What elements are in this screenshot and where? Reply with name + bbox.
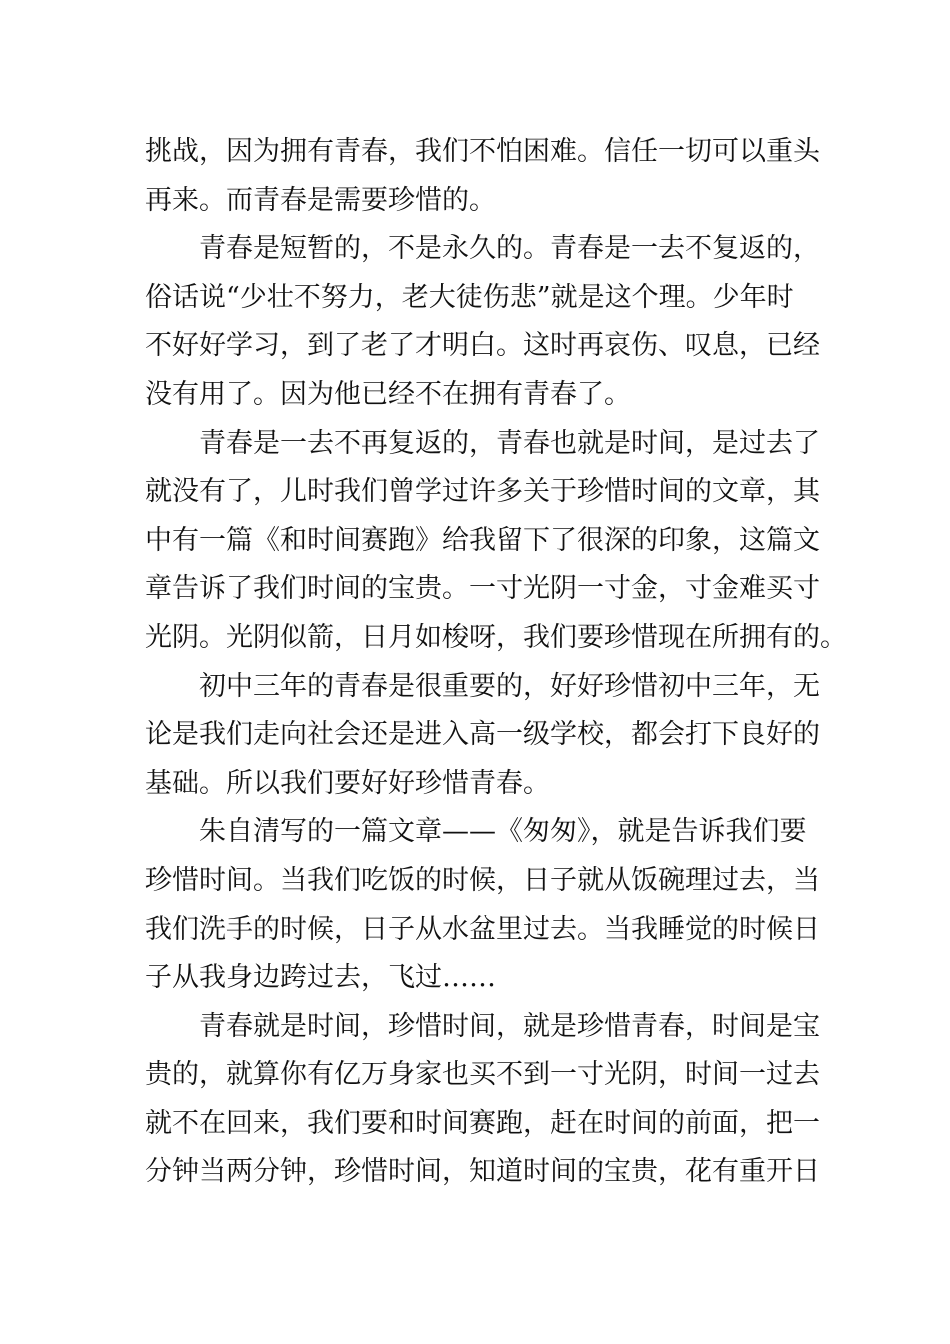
text-line: 贵的，就算你有亿万身家也买不到一寸光阴，时间一过去 [145, 1059, 820, 1091]
text-line: 基础。所以我们要好好珍惜青春。 [145, 767, 550, 799]
paragraph-first-line: 朱自清写的一篇文章——《匆匆》，就是告诉我们要 [199, 816, 807, 848]
paragraph-first-line: 青春就是时间，珍惜时间，就是珍惜青春，时间是宝 [199, 1010, 820, 1042]
text-line: 挑战，因为拥有青春，我们不怕困难。信任一切可以重头 [145, 136, 820, 167]
paragraph-first-line: 青春是一去不再复返的，青春也就是时间，是过去了 [199, 427, 820, 459]
text-line: 就没有了，儿时我们曾学过许多关于珍惜时间的文章，其 [145, 476, 820, 508]
text-line: 章告诉了我们时间的宝贵。一寸光阴一寸金，寸金难买寸 [145, 573, 820, 605]
text-line: 中有一篇《和时间赛跑》给我留下了很深的印象，这篇文 [145, 524, 820, 556]
text-line: 论是我们走向社会还是进入高一级学校，都会打下良好的 [145, 719, 820, 751]
text-line: 光阴。光阴似箭，日月如梭呀，我们要珍惜现在所拥有的。 [145, 621, 847, 653]
text-line: 不好好学习，到了老了才明白。这时再哀伤、叹息，已经 [145, 330, 820, 362]
text-line: 分钟当两分钟，珍惜时间，知道时间的宝贵，花有重开日 [145, 1156, 820, 1188]
text-line: 珍惜时间。当我们吃饭的时候，日子就从饭碗理过去，当 [145, 864, 820, 896]
paragraph-first-line: 青春是短暂的，不是永久的。青春是一去不复返的， [199, 233, 820, 265]
text-line: 再来。而青春是需要珍惜的。 [145, 184, 496, 216]
article-body [145, 128, 847, 1197]
text-line: 子从我身边跨过去，飞过…… [145, 962, 496, 994]
text-line: 我们洗手的时候，日子从水盆里过去。当我睡觉的时候日 [145, 913, 820, 945]
text-line: 俗话说“少壮不努力，老大徒伤悲”就是这个理。少年时 [145, 281, 794, 313]
paragraph-first-line: 初中三年的青春是很重要的，好好珍惜初中三年，无 [199, 670, 820, 702]
text-line: 没有用了。因为他已经不在拥有青春了。 [145, 378, 631, 410]
text-line: 就不在回来，我们要和时间赛跑，赶在时间的前面，把一 [145, 1107, 820, 1139]
